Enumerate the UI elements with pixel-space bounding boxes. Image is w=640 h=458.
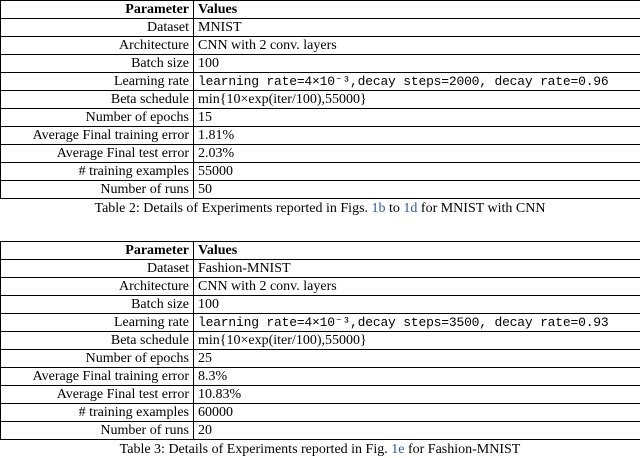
caption-text: Table 2: Details of Experiments reported in Figs.	[95, 201, 372, 216]
table-2-block	[0, 0, 640, 217]
parameter-cell: Architecture	[1, 37, 194, 55]
table-row	[1, 19, 640, 37]
value-cell: 25	[194, 350, 640, 368]
header-values: Values	[194, 242, 640, 260]
parameter-cell: Number of epochs	[1, 109, 194, 127]
table-body	[1, 260, 640, 440]
experiment-details-table-fashion-mnist	[0, 241, 640, 440]
value-cell: Fashion-MNIST	[194, 260, 640, 278]
experiment-details-table-mnist	[0, 0, 640, 199]
table-row	[1, 260, 640, 278]
value-cell: MNIST	[194, 19, 640, 37]
value-cell: 55000	[194, 163, 640, 181]
value-cell: min{10×exp(iter/100),55000}	[194, 332, 640, 350]
table-caption	[0, 200, 640, 217]
table-row	[1, 368, 640, 386]
value-cell: learning rate=4×10⁻³,decay steps=3500, decay rate=0.93	[194, 314, 640, 332]
table-row	[1, 386, 640, 404]
table-header-row	[1, 1, 640, 19]
parameter-cell: Average Final training error	[1, 127, 194, 145]
caption-text: to	[386, 201, 404, 216]
value-cell: 2.03%	[194, 145, 640, 163]
value-cell: 10.83%	[194, 386, 640, 404]
parameter-cell: # training examples	[1, 163, 194, 181]
parameter-cell: Number of epochs	[1, 350, 194, 368]
parameter-cell: Beta schedule	[1, 91, 194, 109]
parameter-cell: Batch size	[1, 296, 194, 314]
caption-text: for Fashion-MNIST	[404, 442, 520, 457]
header-parameter: Parameter	[1, 1, 194, 19]
parameter-cell: Average Final test error	[1, 145, 194, 163]
value-cell: learning rate=4×10⁻³,decay steps=2000, decay rate=0.96	[194, 73, 640, 91]
parameter-cell: Dataset	[1, 19, 194, 37]
table-row	[1, 163, 640, 181]
header-parameter: Parameter	[1, 242, 194, 260]
table-row	[1, 91, 640, 109]
value-cell: 60000	[194, 404, 640, 422]
value-cell: 15	[194, 109, 640, 127]
table-row	[1, 350, 640, 368]
header-values: Values	[194, 1, 640, 19]
table-row	[1, 332, 640, 350]
table-3-block	[0, 241, 640, 458]
table-caption	[0, 441, 640, 458]
table-row	[1, 422, 640, 440]
parameter-cell: # training examples	[1, 404, 194, 422]
table-row	[1, 181, 640, 199]
table-row	[1, 73, 640, 91]
value-cell: 1.81%	[194, 127, 640, 145]
parameter-cell: Architecture	[1, 278, 194, 296]
table-row	[1, 145, 640, 163]
parameter-cell: Batch size	[1, 55, 194, 73]
table-header-row	[1, 242, 640, 260]
caption-text: Table 3: Details of Experiments reported in Fig.	[120, 442, 392, 457]
value-cell: CNN with 2 conv. layers	[194, 278, 640, 296]
figure-ref-link[interactable]: 1b	[372, 201, 386, 216]
value-cell: 50	[194, 181, 640, 199]
parameter-cell: Learning rate	[1, 73, 194, 91]
parameter-cell: Number of runs	[1, 422, 194, 440]
table-row	[1, 109, 640, 127]
parameter-cell: Average Final training error	[1, 368, 194, 386]
value-cell: CNN with 2 conv. layers	[194, 37, 640, 55]
value-cell: 100	[194, 55, 640, 73]
table-row	[1, 55, 640, 73]
table-row	[1, 314, 640, 332]
parameter-cell: Learning rate	[1, 314, 194, 332]
table-row	[1, 404, 640, 422]
value-cell: 100	[194, 296, 640, 314]
figure-ref-link[interactable]: 1e	[391, 442, 404, 457]
parameter-cell: Number of runs	[1, 181, 194, 199]
table-row	[1, 37, 640, 55]
parameter-cell: Average Final test error	[1, 386, 194, 404]
table-row	[1, 296, 640, 314]
table-body	[1, 19, 640, 199]
parameter-cell: Beta schedule	[1, 332, 194, 350]
value-cell: 8.3%	[194, 368, 640, 386]
table-row	[1, 127, 640, 145]
value-cell: min{10×exp(iter/100),55000}	[194, 91, 640, 109]
caption-text: for MNIST with CNN	[417, 201, 545, 216]
parameter-cell: Dataset	[1, 260, 194, 278]
value-cell: 20	[194, 422, 640, 440]
figure-ref-link[interactable]: 1d	[403, 201, 417, 216]
table-row	[1, 278, 640, 296]
